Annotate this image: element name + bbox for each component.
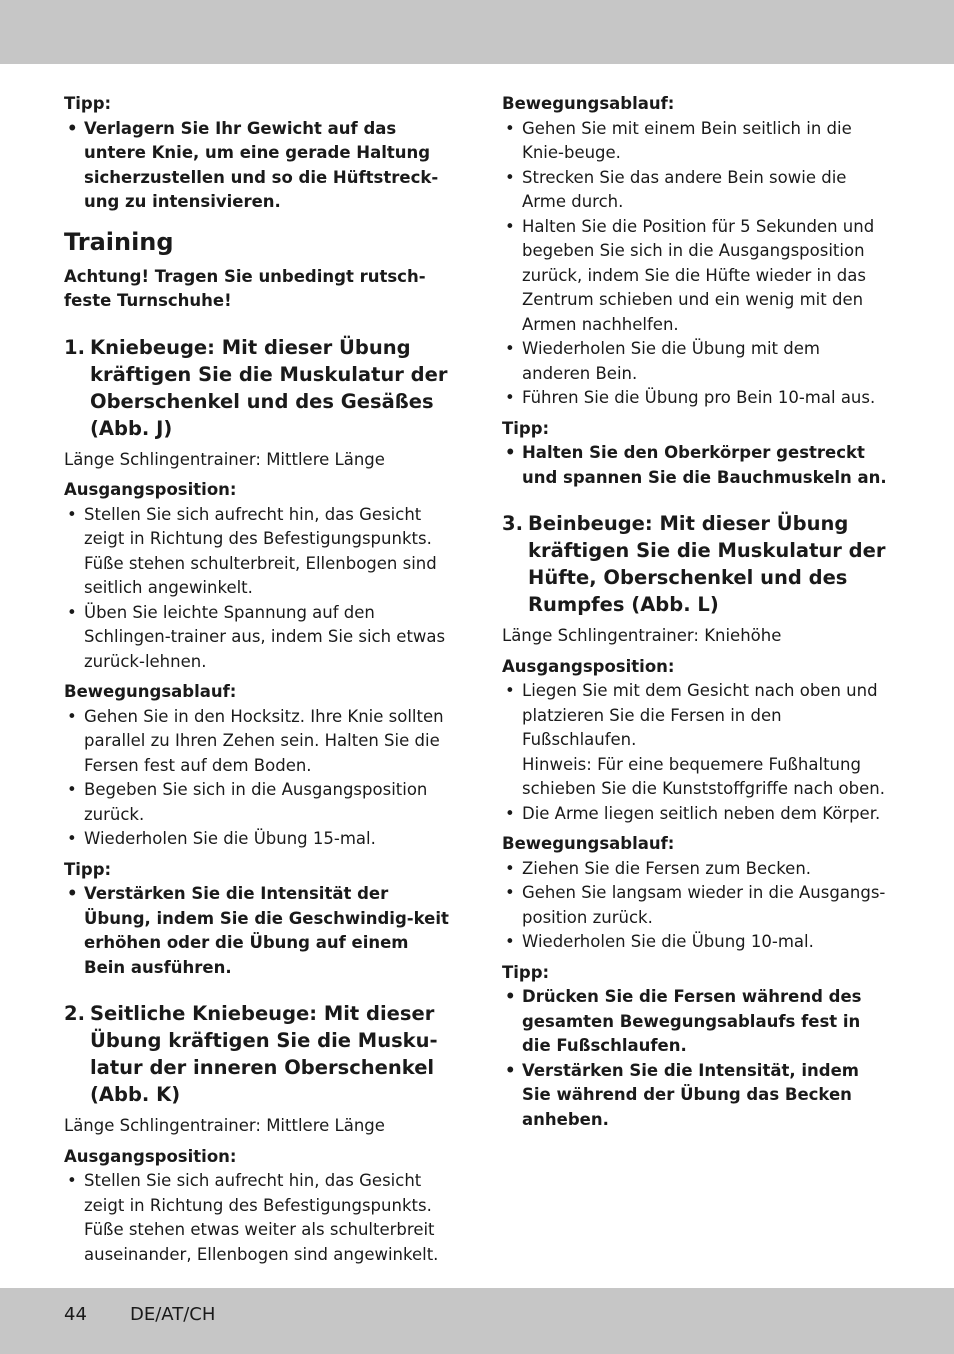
list-item: • Verlagern Sie Ihr Gewicht auf das untere Knie, um eine gerade Haltung sicherzustellen und so die Hüftstreck-ung zu intensivieren.: [64, 117, 454, 215]
start-position-list: [502, 679, 892, 826]
list-item-text: • Stellen Sie sich aufrecht hin, das Gesicht zeigt in Richtung des Befestigungspunkts.: [84, 504, 432, 548]
exercise-number: 3.: [502, 512, 523, 535]
list-item: • Gehen Sie langsam wieder in die Ausgangs-position zurück.: [502, 881, 892, 930]
list-item-text: • Liegen Sie mit dem Gesicht nach oben und platzieren Sie die Fersen in den Fußschlaufen.: [522, 681, 878, 749]
start-position-label: Ausgangsposition:: [64, 1146, 237, 1166]
list-item: • Üben Sie leichte Spannung auf den Schlingen-trainer aus, indem Sie sich etwas zurück-lehnen.: [64, 601, 454, 675]
sling-length: Länge Schlingentrainer: Mittlere Länge: [64, 1116, 385, 1135]
list-item-text: Füße stehen etwas weiter als schulterbreit auseinander, Ellenbogen sind angewinkelt.: [84, 1220, 439, 1264]
movement-label: Bewegungsablauf:: [502, 94, 675, 113]
list-item: • Ziehen Sie die Fersen zum Becken.: [502, 857, 892, 882]
list-item: [64, 503, 454, 601]
list-item: • Gehen Sie mit einem Bein seitlich in die Knie-beuge.: [502, 117, 892, 166]
list-item: • Wiederholen Sie die Übung 10-mal.: [502, 930, 892, 955]
list-item: • Die Arme liegen seitlich neben dem Körper.: [502, 802, 892, 827]
tip-list: [502, 441, 892, 490]
start-position-list: [64, 1169, 454, 1267]
exercise-title: Kniebeuge: Mit dieser Übung kräftigen Sie die Muskulatur der Oberschenkel und des Gesäßes (Abb. J): [90, 335, 448, 440]
page-number: 44: [64, 1304, 87, 1325]
tip-list: [64, 117, 454, 215]
list-item-text: Füße stehen schulterbreit, Ellenbogen sind seitlich angewinkelt.: [84, 553, 437, 597]
list-item: • Drücken Sie die Fersen während des gesamten Bewegungsablaufs fest in die Fußschlaufen.: [502, 985, 892, 1059]
sling-length: Länge Schlingentrainer: Kniehöhe: [502, 626, 782, 645]
list-item: • Wiederholen Sie die Übung mit dem anderen Bein.: [502, 337, 892, 386]
movement-list: [64, 705, 454, 852]
section-title: Training: [64, 227, 174, 256]
list-item: • Verstärken Sie die Intensität, indem Sie während der Übung das Becken anheben.: [502, 1059, 892, 1133]
movement-list: [502, 857, 892, 955]
tip-label: Tipp:: [502, 418, 550, 438]
right-column: [502, 92, 892, 1132]
list-item: • Gehen Sie in den Hocksitz. Ihre Knie sollten parallel zu Ihren Zehen sein. Halten Sie die Fersen fest auf dem Boden.: [64, 705, 454, 779]
tip-label: Tipp:: [64, 94, 112, 113]
list-item: • Strecken Sie das andere Bein sowie die Arme durch.: [502, 166, 892, 215]
tip-list: [64, 882, 454, 980]
list-item: • Wiederholen Sie die Übung 15-mal.: [64, 827, 454, 852]
start-position-list: [64, 503, 454, 675]
list-item: • Führen Sie die Übung pro Bein 10-mal aus.: [502, 386, 892, 411]
movement-label: Bewegungsablauf:: [64, 682, 237, 701]
list-item: [64, 1169, 454, 1267]
list-item-text: Hinweis: Für eine bequemere Fußhaltung schieben Sie die Kunststoffgriffe nach oben.: [522, 754, 885, 798]
warning-text: Achtung! Tragen Sie unbedingt rutsch-feste Turnschuhe!: [64, 266, 426, 310]
left-column: [64, 92, 454, 1267]
tip-list: [502, 985, 892, 1132]
movement-list: [502, 117, 892, 411]
movement-label: Bewegungsablauf:: [502, 834, 675, 853]
exercise-heading-1: [64, 334, 454, 442]
exercise-number: 1.: [64, 335, 85, 359]
exercise-number: 2.: [64, 1002, 85, 1025]
tip-label: Tipp:: [502, 962, 550, 982]
tip-label: Tipp:: [64, 859, 112, 879]
list-item: [502, 679, 892, 802]
region-label: DE/AT/CH: [130, 1304, 216, 1325]
exercise-heading-3: [502, 510, 892, 618]
list-item: • Begeben Sie sich in die Ausgangsposition zurück.: [64, 778, 454, 827]
exercise-heading-2: [64, 1000, 454, 1108]
exercise-title: Beinbeuge: Mit dieser Übung kräftigen Sie die Muskulatur der Hüfte, Oberschenkel und des Rumpfes (Abb. L): [528, 512, 886, 616]
exercise-title: Seitliche Kniebeuge: Mit dieser Übung kräftigen Sie die Musku-latur der inneren Oberschenkel (Abb. K): [90, 1002, 438, 1106]
start-position-label: Ausgangsposition:: [502, 656, 675, 676]
list-item: • Halten Sie die Position für 5 Sekunden und begeben Sie sich in die Ausgangsposition zurück, indem Sie die Hüfte wieder in das Zentrum schieben und ein wenig mit den Armen nachhelfen.: [502, 215, 892, 338]
list-item: • Halten Sie den Oberkörper gestreckt und spannen Sie die Bauchmuskeln an.: [502, 441, 892, 490]
start-position-label: Ausgangsposition:: [64, 480, 237, 499]
footer-bar: [0, 1288, 954, 1354]
list-item: • Verstärken Sie die Intensität der Übung, indem Sie die Geschwindig-keit erhöhen oder die Übung auf einem Bein ausführen.: [64, 882, 454, 980]
header-bar: [0, 0, 954, 64]
sling-length: Länge Schlingentrainer: Mittlere Länge: [64, 449, 385, 469]
list-item-text: • Stellen Sie sich aufrecht hin, das Gesicht zeigt in Richtung des Befestigungspunkts.: [84, 1171, 432, 1215]
